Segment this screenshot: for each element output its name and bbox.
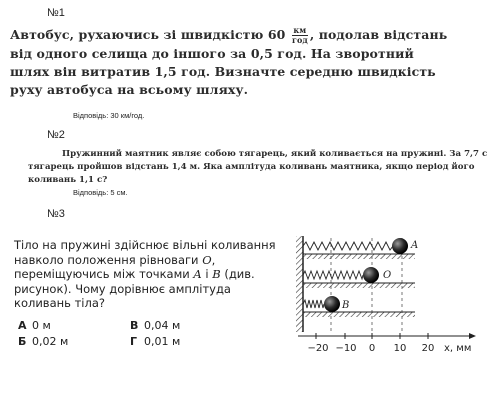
rail-b bbox=[303, 312, 415, 317]
option-d-letter: Г bbox=[130, 335, 138, 348]
option-a-value: 0 м bbox=[32, 319, 51, 332]
problem-3-text-part1: Тіло на пружині здійснює вільні коливання навколо положення рівноваги bbox=[14, 238, 276, 267]
axis-label: x, мм bbox=[444, 343, 472, 354]
problem-2-body: Пружинний маятник являє собою тягарець, який коливається на пружині. За 7,7 с тягарець пройшов відстань 1,4 м. Яка амплітуда коливань маятника, якщо період його коливань 1,1 с? bbox=[28, 149, 488, 185]
x-axis-arrow bbox=[469, 333, 476, 339]
option-c[interactable] bbox=[130, 318, 180, 333]
option-b-value: 0,02 м bbox=[32, 335, 69, 348]
problem-1-text-before: Автобус, рухаючись зі швидкістю 60 bbox=[10, 27, 286, 42]
option-d-value: 0,01 м bbox=[144, 335, 181, 348]
problem-3-text-part3: (див. рисунок). Чому дорівнює амплітуда коливань тіла? bbox=[14, 267, 255, 311]
option-c-letter: В bbox=[130, 319, 139, 332]
option-d[interactable] bbox=[130, 334, 180, 349]
speed-unit-numerator: км bbox=[293, 25, 307, 35]
spring-o bbox=[303, 271, 363, 279]
problem-2-label: №2 bbox=[47, 129, 65, 141]
option-a[interactable] bbox=[18, 318, 51, 333]
problem-2-text bbox=[28, 148, 488, 187]
option-b[interactable] bbox=[18, 334, 68, 349]
tick-label-0: 0 bbox=[368, 343, 376, 354]
tick-label-m20: −20 bbox=[307, 343, 329, 354]
tick-label-m10: −10 bbox=[335, 343, 357, 354]
problem-1-answer: Відповідь: 30 км/год. bbox=[73, 111, 145, 120]
wall-hatch bbox=[296, 236, 303, 332]
problem-3-text-part2: , переміщуючись між точками bbox=[14, 252, 216, 282]
spring-a bbox=[303, 242, 393, 250]
point-o-label: O bbox=[202, 252, 212, 267]
problem-1-text-after: , подолав відстань від одного селища до іншого за 0,5 год. На зворотний шлях він витратив 1,5 год. Визначте середню швидкість руху автобуса на всьому шляху. bbox=[10, 27, 448, 97]
problem-1-label: №1 bbox=[47, 7, 65, 19]
problem-3-label: №3 bbox=[47, 208, 65, 220]
problem-2-answer: Відповідь: 5 см. bbox=[73, 188, 128, 197]
point-a-label: A bbox=[193, 267, 202, 282]
problem-1-text bbox=[10, 26, 450, 99]
option-a-letter: А bbox=[18, 319, 27, 332]
spring-oscillation-figure bbox=[294, 232, 494, 358]
ball-o-label: O bbox=[383, 270, 392, 281]
tick-label-10: 10 bbox=[393, 343, 407, 354]
ball-a-label: A bbox=[411, 240, 419, 251]
option-c-value: 0,04 м bbox=[144, 319, 181, 332]
problem-3-text-and: і bbox=[201, 267, 213, 282]
spring-b bbox=[303, 300, 324, 308]
ball-b-label: B bbox=[342, 300, 350, 311]
ball-a bbox=[392, 238, 408, 254]
speed-unit-denominator: год bbox=[291, 35, 308, 45]
point-b-label: B bbox=[212, 267, 221, 282]
problem-3-text bbox=[14, 238, 290, 311]
option-b-letter: Б bbox=[18, 335, 27, 348]
ball-b bbox=[324, 296, 340, 312]
rail-a bbox=[303, 254, 415, 259]
speed-unit-fraction bbox=[292, 26, 308, 45]
tick-label-20: 20 bbox=[421, 343, 435, 354]
rail-o bbox=[303, 283, 415, 288]
ball-o bbox=[363, 267, 379, 283]
